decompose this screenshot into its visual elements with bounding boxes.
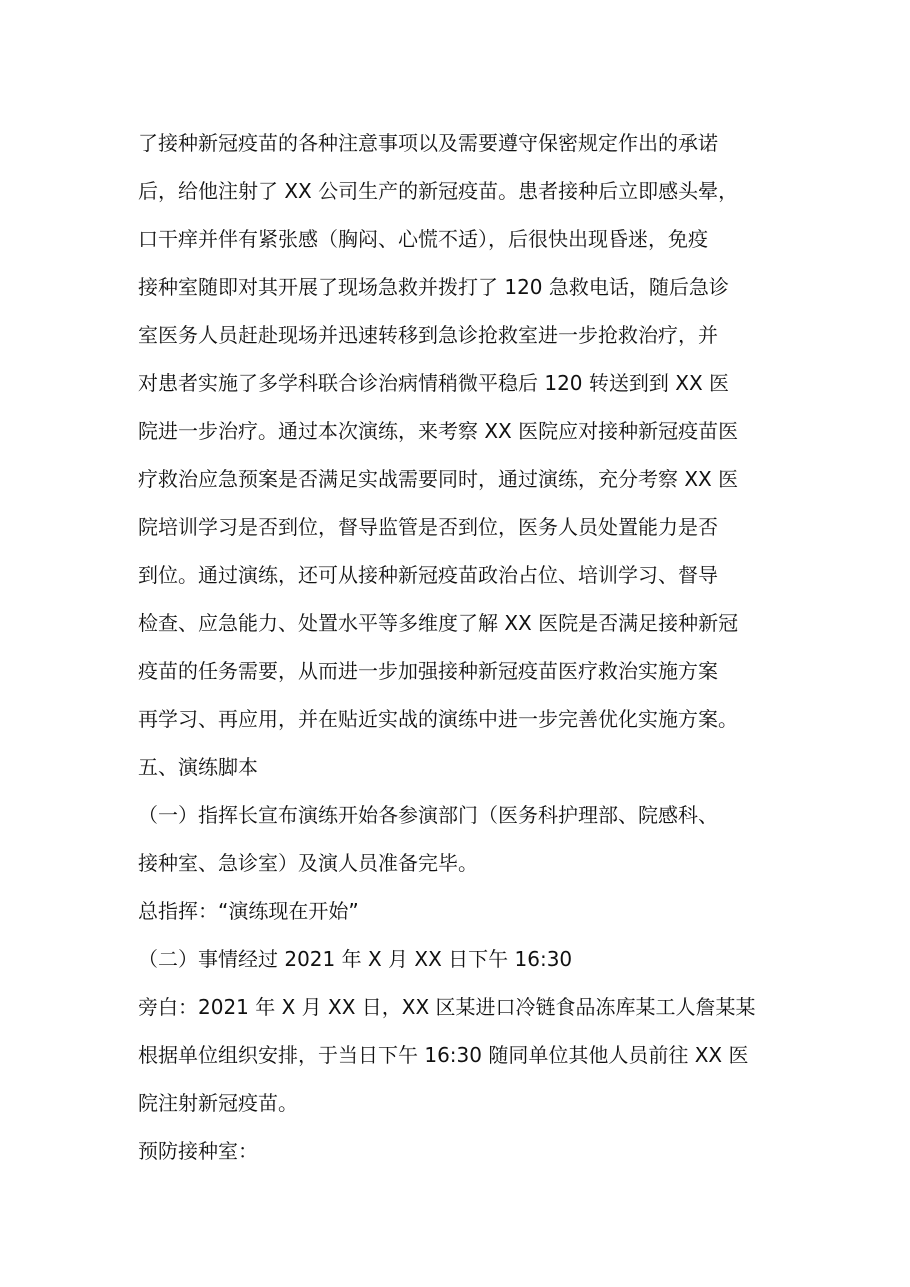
paragraph-line: 再学习、再应用，并在贴近实战的演练中进一步完善优化实施方案。 <box>138 707 738 731</box>
item-line: （一）指挥长宣布演练开始各参演部门（医务科护理部、院感科、 <box>138 803 718 827</box>
narration-line: 院注射新冠疫苗。 <box>138 1091 298 1115</box>
paragraph-line: 院进一步治疗。通过本次演练，来考察 XX 医院应对接种新冠疫苗医 <box>138 419 739 443</box>
paragraph-line: 对患者实施了多学科联合诊治病情稍微平稳后 120 转送到到 XX 医 <box>138 371 730 395</box>
item-line: 接种室、急诊室）及演人员准备完毕。 <box>138 851 478 875</box>
narration-line: 根据单位组织安排，于当日下午 16:30 随同单位其他人员前往 XX 医 <box>138 1043 749 1067</box>
commander-line: 总指挥：“演练现在开始” <box>138 899 359 923</box>
paragraph-line: 了接种新冠疫苗的各种注意事项以及需要遵守保密规定作出的承诺 <box>138 131 718 155</box>
paragraph-line: 疫苗的任务需要，从而进一步加强接种新冠疫苗医疗救治实施方案 <box>138 659 718 683</box>
paragraph-line: 检查、应急能力、处置水平等多维度了解 XX 医院是否满足接种新冠 <box>138 611 739 635</box>
narration-line: 旁白：2021 年 X 月 XX 日，XX 区某进口冷链食品冻库某工人詹某某 <box>138 995 756 1019</box>
paragraph-line: 院培训学习是否到位，督导监管是否到位，医务人员处置能力是否 <box>138 515 718 539</box>
section-heading: 五、演练脚本 <box>138 755 258 779</box>
paragraph-line: 疗救治应急预案是否满足实战需要同时，通过演练，充分考察 XX 医 <box>138 467 739 491</box>
paragraph-line: 接种室随即对其开展了现场急救并拨打了 120 急救电话，随后急诊 <box>138 275 729 299</box>
paragraph-line: 口干痒并伴有紧张感（胸闷、心慌不适），后很快出现昏迷，免疫 <box>138 227 708 251</box>
paragraph-line: 后，给他注射了 XX 公司生产的新冠疫苗。患者接种后立即感头晕， <box>138 179 739 203</box>
paragraph-line: 到位。通过演练，还可从接种新冠疫苗政治占位、培训学习、督导 <box>138 563 718 587</box>
paragraph-line: 室医务人员赶赴现场并迅速转移到急诊抢救室进一步抢救治疗，并 <box>138 323 718 347</box>
speaker-label: 预防接种室： <box>138 1139 258 1163</box>
item-line: （二）事情经过 2021 年 X 月 XX 日下午 16:30 <box>138 947 573 971</box>
